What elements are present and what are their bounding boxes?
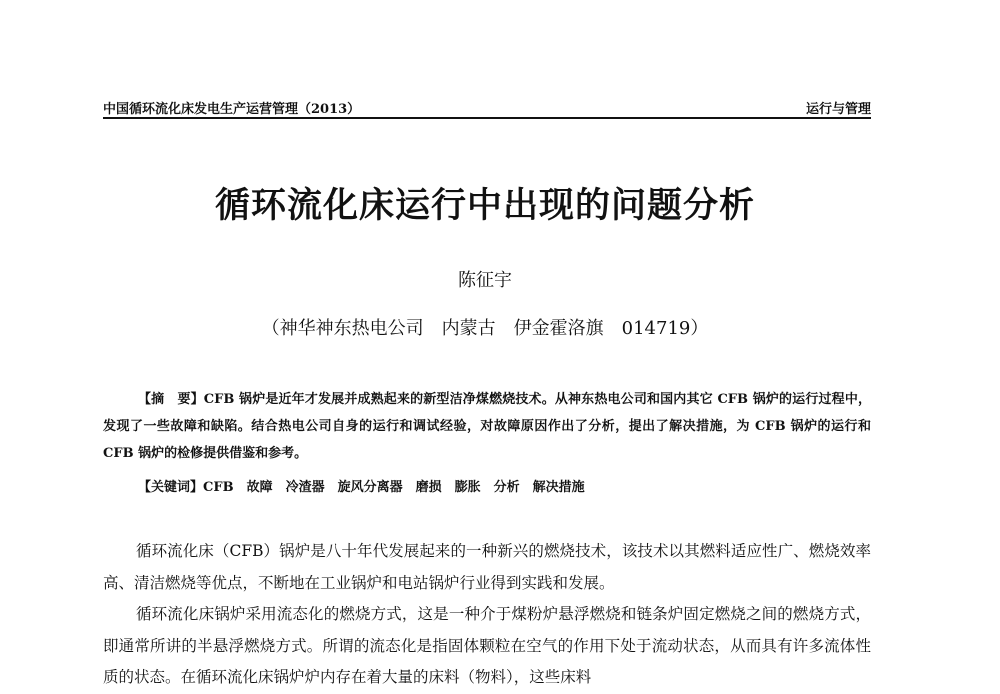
body-paragraph-2: 循环流化床锅炉采用流态化的燃烧方式，这是一种介于煤粉炉悬浮燃烧和链条炉固定燃烧之间的燃烧方式，即通常所讲的半悬浮燃烧方式。所谓的流态化是指固体颗粒在空气的作用下处于流动状态，从而具有许多流体性质的状态。在循环流化床锅炉炉内存在着大量的床料（物料），这些床料 [103, 605, 871, 686]
running-header [103, 96, 871, 116]
affiliation: （神华神东热电公司 内蒙古 伊金霍洛旗 014719） [261, 318, 709, 339]
abstract [103, 386, 871, 467]
journal-header: 中国循环流化床发电生产运营管理（2013） [103, 102, 361, 117]
body-paragraph-1: 循环流化床（CFB）锅炉是八十年代发展起来的一种新兴的燃烧技术，该技术以其燃料适应性广、燃烧效率高、清洁燃烧等优点，不断地在工业锅炉和电站锅炉行业得到实践和发展。 [103, 542, 871, 592]
author: 陈征宇 [458, 270, 512, 291]
paper-title: 循环流化床运行中出现的问题分析 [214, 186, 755, 226]
section-header: 运行与管理 [805, 102, 871, 117]
keywords [103, 476, 871, 500]
abstract-label: 【摘 要】 [138, 392, 204, 407]
header-rule [103, 117, 871, 119]
keywords-text: CFB 故障 冷渣器 旋风分离器 磨损 膨胀 分析 解决措施 [203, 480, 585, 495]
body-text [103, 536, 871, 694]
keywords-label: 【关键词】 [138, 480, 204, 495]
abstract-text: CFB 锅炉是近年才发展并成熟起来的新型洁净煤燃烧技术。从神东热电公司和国内其它 CFB 锅炉的运行过程中，发现了一些故障和缺陷。结合热电公司自身的运行和调试经验，对故障原因作出了分析，提出了解决措施，为 CFB 锅炉的运行和 CFB 锅炉的检修提供借鉴和参考。 [103, 392, 871, 461]
